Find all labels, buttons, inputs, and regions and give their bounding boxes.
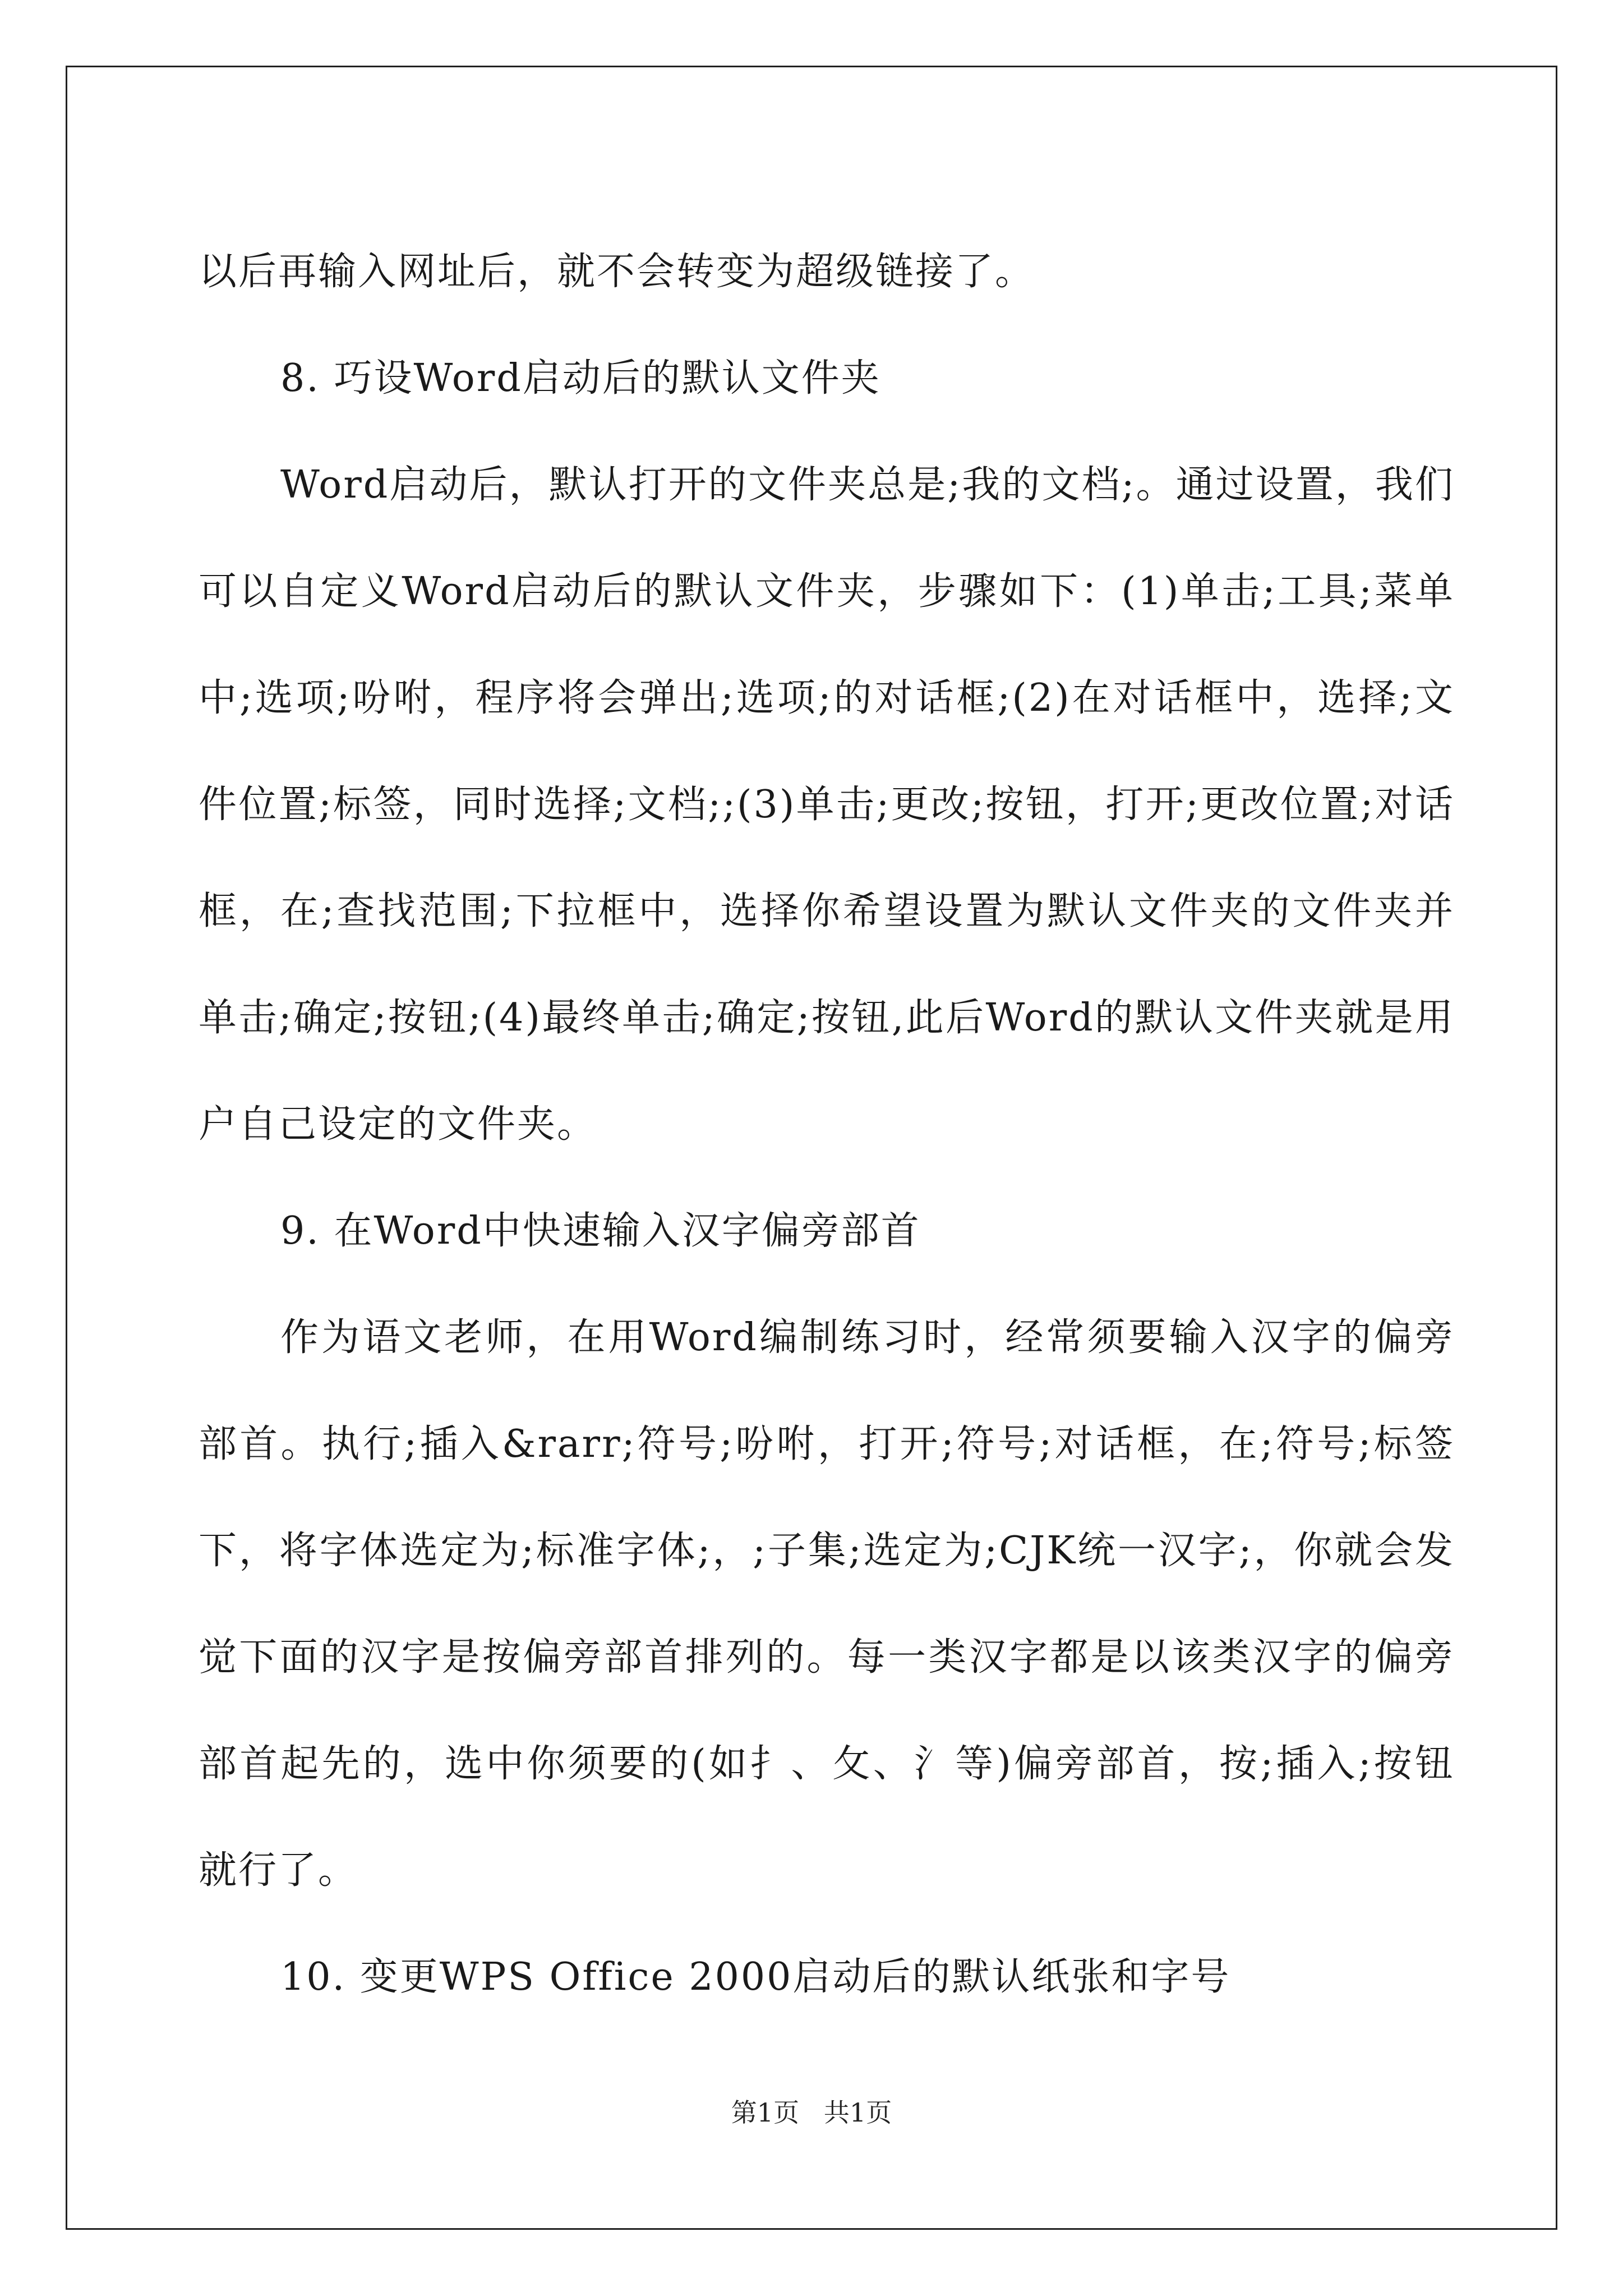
document-body: [199, 219, 1455, 2031]
paragraph-continuation: 以后再输入网址后，就不会转变为超级链接了。: [199, 250, 1035, 294]
paragraph-radicals: 作为语文老师，在用Word编制练习时，经常须要输入汉字的偏旁部首。执行;插入&rarr;符号;吩咐，打开;符号;对话框，在;符号;标签下，将字体选定为;标准字体;，;子集;选定为;CJK统一汉字;，你就会发觉下面的汉字是按偏旁部首排列的。每一类汉字都是以该类汉字的偏旁部首起先的，选中你须要的(如扌、攵、氵等)偏旁部首，按;插入;按钮就行了。: [199, 1315, 1455, 1893]
section-heading-9: 9. 在Word中快速输入汉字偏旁部首: [280, 1209, 921, 1253]
paragraph-default-folder: Word启动后，默认打开的文件夹总是;我的文档;。通过设置，我们可以自定义Word启动后的默认文件夹，步骤如下：(1)单击;工具;菜单中;选项;吩咐，程序将会弹出;选项;的对话框;(2)在对话框中，选择;文件位置;标签，同时选择;文档;;(3)单击;更改;按钮，打开;更改位置;对话框，在;查找范围;下拉框中，选择你希望设置为默认文件夹的文件夹并单击;确定;按钮;(4)最终单击;确定;按钮,此后Word的默认文件夹就是用户自己设定的文件夹。: [199, 463, 1455, 1147]
section-heading-10: 10. 变更WPS Office 2000启动后的默认纸张和字号: [280, 1955, 1231, 1999]
page-footer: 第1页 共1页: [731, 2097, 892, 2128]
section-heading-8: 8. 巧设Word启动后的默认文件夹: [280, 356, 881, 401]
